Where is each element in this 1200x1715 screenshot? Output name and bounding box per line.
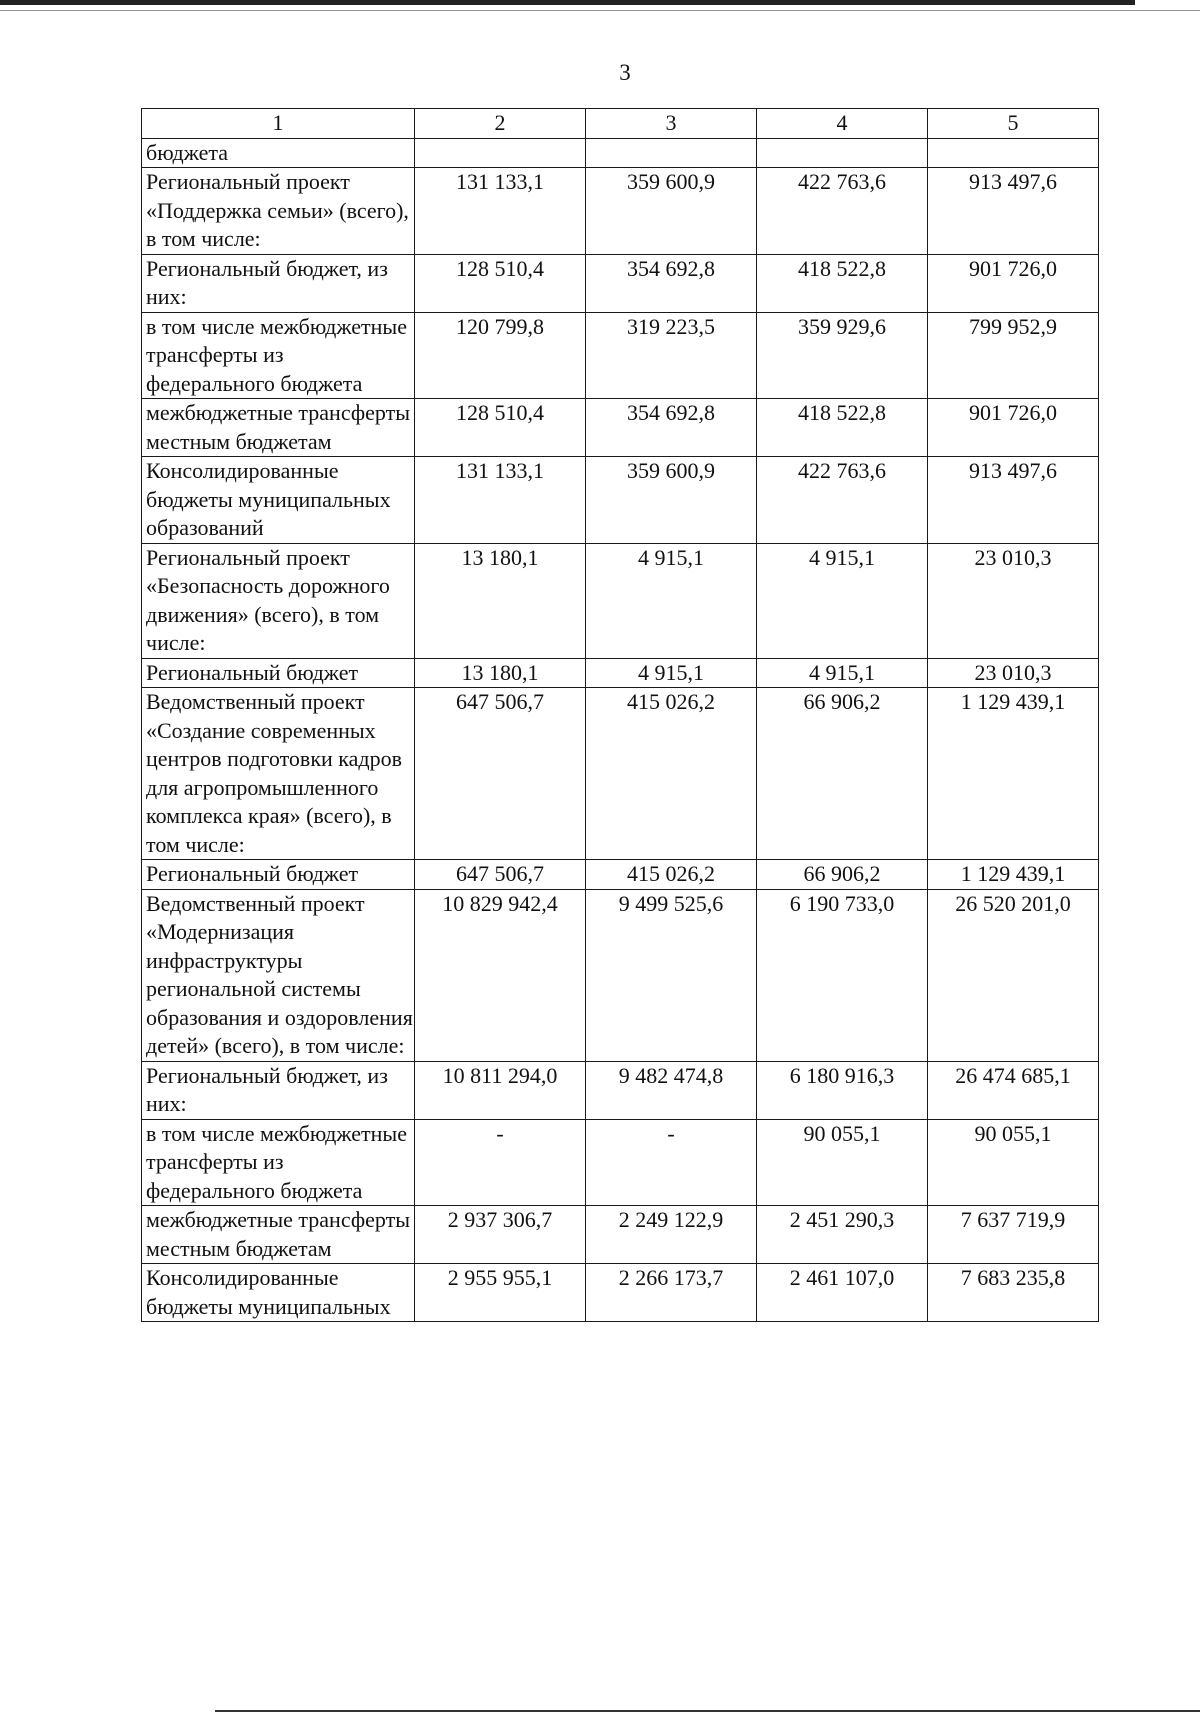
value-cell: - [586,1119,757,1206]
top-edge-thin-rule [0,10,1200,11]
value-cell: 120 799,8 [415,312,586,399]
header-cell: 1 [142,109,415,139]
value-cell: 418 522,8 [757,399,928,457]
value-cell: 422 763,6 [757,168,928,255]
table-row [142,312,1099,399]
value-cell: 2 266 173,7 [586,1264,757,1322]
value-cell: 913 497,6 [928,457,1099,544]
value-cell: - [415,1119,586,1206]
row-label: Региональный проект «Поддержка семьи» (всего), в том числе: [142,168,415,255]
value-cell: 6 190 733,0 [757,889,928,1061]
value-cell: 359 929,6 [757,312,928,399]
value-cell: 131 133,1 [415,457,586,544]
table-row [142,889,1099,1061]
value-cell: 23 010,3 [928,543,1099,658]
header-cell: 4 [757,109,928,139]
header-cell: 3 [586,109,757,139]
value-cell: 9 482 474,8 [586,1061,757,1119]
table-row [142,860,1099,890]
row-label: межбюджетные трансферты местным бюджетам [142,399,415,457]
value-cell: 354 692,8 [586,399,757,457]
value-cell: 354 692,8 [586,254,757,312]
value-cell: 4 915,1 [586,658,757,688]
value-cell: 647 506,7 [415,688,586,860]
value-cell: 66 906,2 [757,688,928,860]
value-cell: 66 906,2 [757,860,928,890]
row-label: Консолидированные бюджеты муниципальных [142,1264,415,1322]
row-label: бюджета [142,138,415,168]
header-cell: 2 [415,109,586,139]
table-row [142,138,1099,168]
value-cell: 2 955 955,1 [415,1264,586,1322]
value-cell: 10 811 294,0 [415,1061,586,1119]
value-cell: 2 451 290,3 [757,1206,928,1264]
value-cell: 90 055,1 [757,1119,928,1206]
value-cell [586,138,757,168]
table-row [142,688,1099,860]
value-cell: 901 726,0 [928,399,1099,457]
value-cell: 2 937 306,7 [415,1206,586,1264]
row-label: Региональный бюджет, из них: [142,254,415,312]
value-cell: 415 026,2 [586,860,757,890]
value-cell: 418 522,8 [757,254,928,312]
row-label: в том числе межбюджетные трансферты из федерального бюджета [142,312,415,399]
row-label: Региональный бюджет, из них: [142,1061,415,1119]
table-header-row [142,109,1099,139]
value-cell: 422 763,6 [757,457,928,544]
value-cell: 1 129 439,1 [928,860,1099,890]
table-row [142,1264,1099,1322]
value-cell: 13 180,1 [415,658,586,688]
table-row [142,254,1099,312]
value-cell: 2 461 107,0 [757,1264,928,1322]
header-cell: 5 [928,109,1099,139]
value-cell: 128 510,4 [415,399,586,457]
row-label: Консолидированные бюджеты муниципальных образований [142,457,415,544]
row-label: Ведомственный проект «Модернизация инфраструктуры региональной системы образования и оздоровления детей» (всего), в том числе: [142,889,415,1061]
row-label: в том числе межбюджетные трансферты из федерального бюджета [142,1119,415,1206]
table-row [142,457,1099,544]
value-cell: 647 506,7 [415,860,586,890]
value-cell: 23 010,3 [928,658,1099,688]
row-label: Региональный бюджет [142,860,415,890]
row-label: Ведомственный проект «Создание современных центров подготовки кадров для агропромышленного комплекса края» (всего), в том числе: [142,688,415,860]
value-cell: 7 683 235,8 [928,1264,1099,1322]
table-row [142,658,1099,688]
value-cell: 359 600,9 [586,168,757,255]
value-cell: 415 026,2 [586,688,757,860]
table-row [142,168,1099,255]
value-cell: 131 133,1 [415,168,586,255]
table-row [142,1206,1099,1264]
table-row [142,1119,1099,1206]
value-cell [928,138,1099,168]
row-label: межбюджетные трансферты местным бюджетам [142,1206,415,1264]
value-cell: 6 180 916,3 [757,1061,928,1119]
table-row [142,543,1099,658]
table-row [142,399,1099,457]
top-edge-rule [0,0,1135,5]
table-row [142,1061,1099,1119]
value-cell: 4 915,1 [586,543,757,658]
value-cell: 2 249 122,9 [586,1206,757,1264]
value-cell: 4 915,1 [757,658,928,688]
value-cell: 913 497,6 [928,168,1099,255]
value-cell: 319 223,5 [586,312,757,399]
value-cell: 13 180,1 [415,543,586,658]
row-label: Региональный бюджет [142,658,415,688]
value-cell: 128 510,4 [415,254,586,312]
value-cell: 10 829 942,4 [415,889,586,1061]
value-cell: 26 520 201,0 [928,889,1099,1061]
value-cell: 359 600,9 [586,457,757,544]
row-label: Региональный проект «Безопасность дорожного движения» (всего), в том числе: [142,543,415,658]
value-cell: 901 726,0 [928,254,1099,312]
page-number: 3 [619,60,631,85]
value-cell: 4 915,1 [757,543,928,658]
value-cell [757,138,928,168]
value-cell: 9 499 525,6 [586,889,757,1061]
value-cell: 7 637 719,9 [928,1206,1099,1264]
bottom-edge-rule [215,1710,1200,1712]
budget-table [141,108,1099,1322]
value-cell: 799 952,9 [928,312,1099,399]
value-cell: 90 055,1 [928,1119,1099,1206]
value-cell: 26 474 685,1 [928,1061,1099,1119]
value-cell [415,138,586,168]
value-cell: 1 129 439,1 [928,688,1099,860]
